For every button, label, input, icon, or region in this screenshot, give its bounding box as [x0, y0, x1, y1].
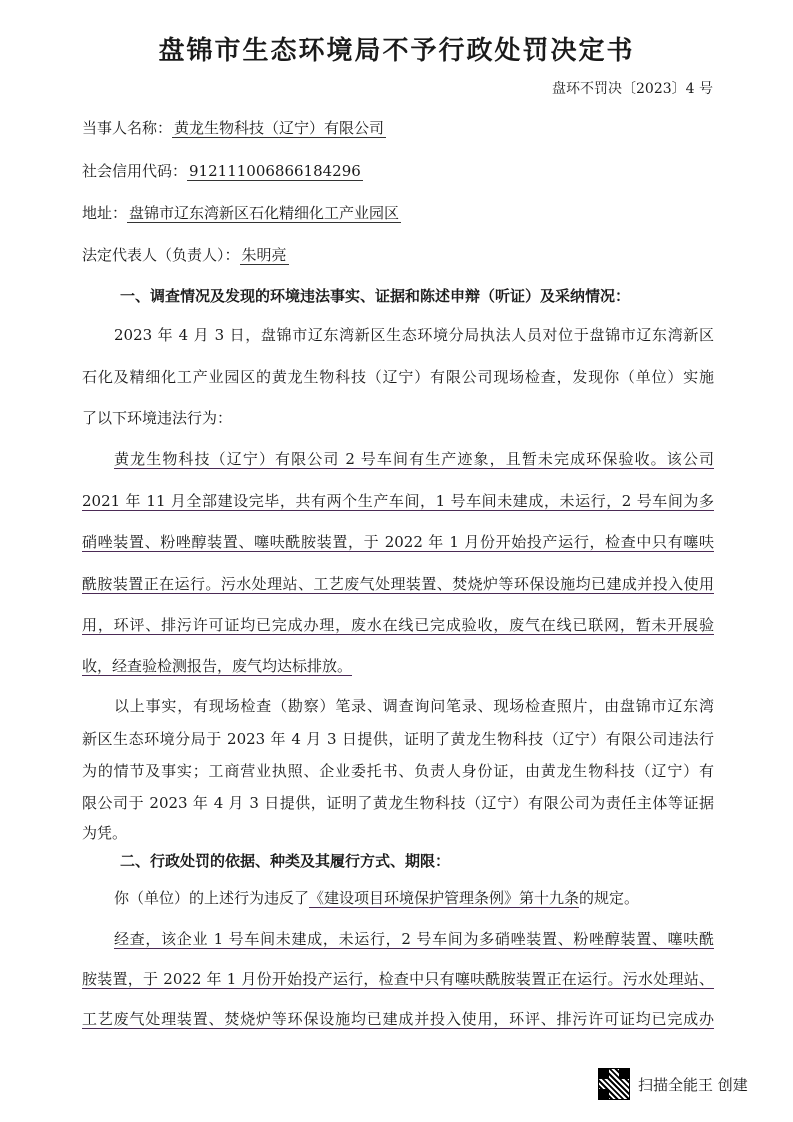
address-label: 地址：	[82, 204, 128, 222]
address-row	[82, 202, 401, 223]
section1-p1-line: 了以下环境违法行为：	[82, 409, 233, 427]
section1-p1-line: 2023 年 4 月 3 日，盘锦市辽东湾新区生态环境分局执法人员对位于盘锦市辽东湾新区	[114, 326, 714, 344]
section1-p3-line: 为的情节及事实；工商营业执照、企业委托书、负责人身份证，由黄龙生物科技（辽宁）有	[82, 762, 714, 780]
document-number: 盘环不罚决〔2023〕4 号	[552, 81, 713, 97]
section1-heading: 一、调查情况及发现的环境违法事实、证据和陈述申辩（听证）及采纳情况：	[120, 287, 631, 305]
section1-p3-line: 为凭。	[82, 824, 128, 842]
section1-p2-line: 收，经查验检测报告，废气均达标排放。	[82, 657, 353, 675]
credit-code-value: 912111006866184296	[189, 162, 361, 180]
section1-p2-line: 用，环评、排污许可证均已完成办理，废水在线已完成验收，废气在线已联网，暂未开展验	[82, 616, 714, 634]
legal-rep-label: 法定代表人（负责人）：	[82, 246, 240, 264]
party-name-label: 当事人名称：	[82, 119, 173, 137]
document-title: 盘锦市生态环境局不予行政处罚决定书	[158, 36, 635, 66]
legal-rep-row	[82, 244, 289, 265]
scanner-watermark	[598, 1068, 748, 1100]
section1-p2-line: 黄龙生物科技（辽宁）有限公司 2 号车间有生产迹象，且暂未完成环保验收。该公司	[114, 450, 714, 468]
section1-p2-line: 硝唑装置、粉唑醇装置、噻呋酰胺装置，于 2022 年 1 月份开始投产运行，检查中只有噻呋	[82, 533, 714, 551]
section2-heading: 二、行政处罚的依据、种类及其履行方式、期限：	[120, 852, 451, 870]
section2-p2-line: 胺装置，于 2022 年 1 月份开始投产运行，检查中只有噻呋酰胺装置正在运行。污水处理站、	[82, 970, 714, 988]
party-name-row	[82, 117, 386, 138]
law-citation: 《建设项目环境保护管理条例》第十九条	[309, 889, 580, 907]
party-name-value: 黄龙生物科技（辽宁）有限公司	[174, 119, 385, 137]
section1-p3-line: 新区生态环境分局于 2023 年 4 月 3 日提供，证明了黄龙生物科技（辽宁）有限公司违法行	[82, 730, 714, 748]
credit-code-label: 社会信用代码：	[82, 162, 188, 180]
address-value: 盘锦市辽东湾新区石化精细化工产业园区	[129, 204, 400, 222]
scanner-label: 扫描全能王 创建	[638, 1075, 748, 1094]
legal-rep-value: 朱明亮	[241, 246, 287, 264]
section1-p3-line: 限公司于 2023 年 4 月 3 日提供，证明了黄龙生物科技（辽宁）有限公司为责任主体等证据	[82, 794, 714, 812]
section1-p2-line: 酰胺装置正在运行。污水处理站、工艺废气处理装置、焚烧炉等环保设施均已建成并投入使用	[82, 575, 714, 593]
credit-code-row	[82, 160, 363, 181]
section2-p2-line: 工艺废气处理装置、焚烧炉等环保设施均已建成并投入使用，环评、排污许可证均已完成办	[82, 1010, 714, 1028]
section2-p2-line: 经查，该企业 1 号车间未建成，未运行，2 号车间为多硝唑装置、粉唑醇装置、噻呋酰	[114, 930, 714, 948]
section1-p3-line: 以上事实，有现场检查（勘察）笔录、调查询问笔录、现场检查照片，由盘锦市辽东湾	[114, 697, 714, 715]
section1-p1-line: 石化及精细化工产业园区的黄龙生物科技（辽宁）有限公司现场检查，发现你（单位）实施	[82, 368, 714, 386]
qr-code-icon	[598, 1068, 630, 1100]
section1-p2-line: 2021 年 11 月全部建设完毕，共有两个生产车间，1 号车间未建成，未运行，2 号车间为多	[82, 492, 714, 510]
section2-p1: 你（单位）的上述行为违反了《建设项目环境保护管理条例》第十九条的规定。	[114, 889, 640, 907]
